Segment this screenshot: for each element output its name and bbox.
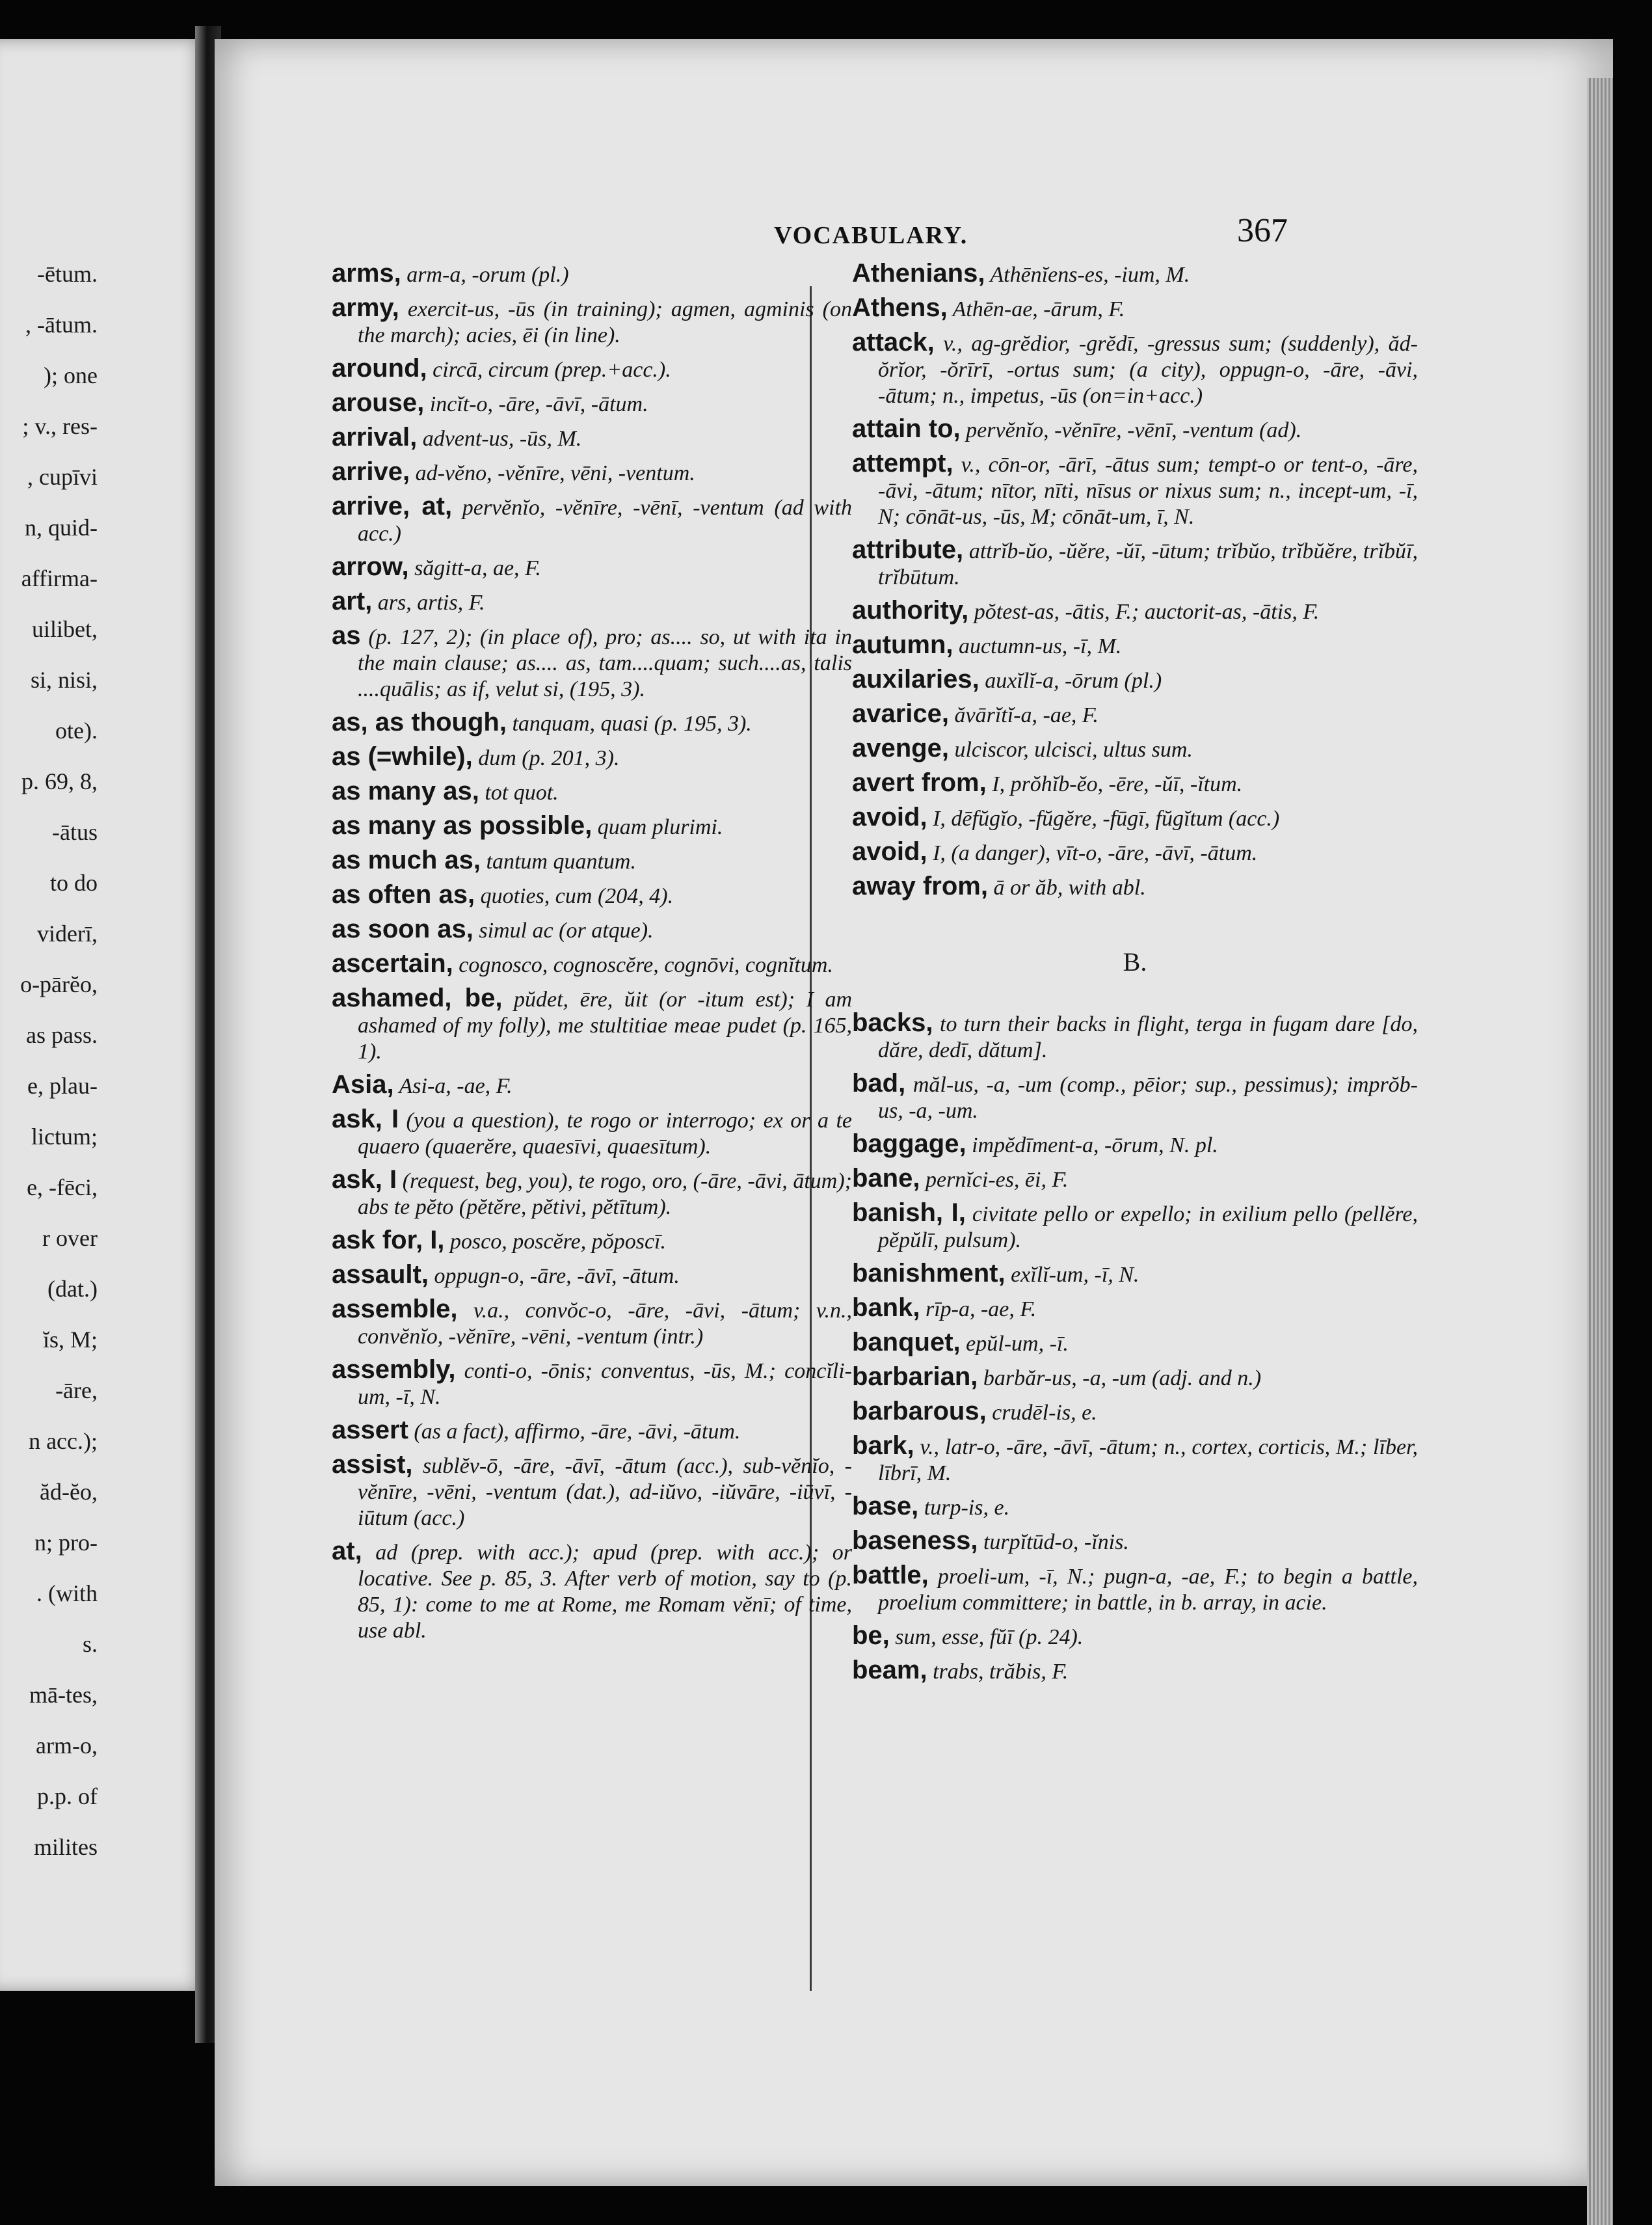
definition: posco, poscĕre, pŏposcī.: [444, 1230, 666, 1254]
vocab-entry: [332, 778, 852, 806]
previous-page-text: uilibet,: [32, 616, 98, 642]
headword: banish, I,: [852, 1198, 966, 1227]
headword: barbarian,: [852, 1362, 978, 1391]
headword: arrow,: [332, 552, 409, 581]
definition: I, dēfŭgĭo, -fŭgĕre, -fūgī, fŭgĭtum (acc.): [927, 807, 1280, 831]
definition: epŭl-um, -ī.: [960, 1332, 1069, 1356]
previous-page-text: ; v., res-: [22, 413, 98, 439]
section-letter: B.: [1123, 947, 1147, 977]
previous-page-text: ĭs, M;: [42, 1327, 98, 1353]
definition: quoties, cum (204, 4).: [475, 884, 674, 908]
vocab-entry: [332, 554, 852, 582]
definition: arm-a, -orum (pl.): [401, 263, 569, 287]
definition: (you a question), te rogo or interrogo; ex or a te quaero (quaerĕre, quaesīvi, quaesītum).: [358, 1109, 852, 1159]
headword: bark,: [852, 1431, 914, 1460]
headword: ashamed, be,: [332, 984, 503, 1012]
headword: as many as possible,: [332, 811, 593, 840]
previous-page-text: si, nisi,: [30, 667, 98, 693]
page-edges: [1587, 78, 1613, 2225]
headword: baggage,: [852, 1129, 966, 1158]
headword: Athens,: [852, 293, 948, 322]
previous-page-text: e, plau-: [27, 1073, 98, 1099]
definition: tantum quantum.: [481, 850, 636, 874]
vocab-entry: [852, 873, 1418, 901]
previous-page-text: as pass.: [26, 1022, 98, 1048]
definition: sum, esse, fŭī (p. 24).: [889, 1625, 1084, 1649]
definition: v., cōn-or, -ārī, -ātus sum; tempt-o or tent-o, -āre, -āvi, -ātum; nītor, nīti, nīsus or nixus sum; n., incept-um, -ī, N; cōnāt-us, -ūs, M; cōnāt-um, ī, N.: [878, 453, 1418, 529]
headword: assembly,: [332, 1355, 456, 1384]
headword: avenge,: [852, 734, 949, 762]
headword: as often as,: [332, 880, 475, 909]
headword: ascertain,: [332, 949, 453, 978]
vocab-entry: [852, 1329, 1418, 1357]
headword: attribute,: [852, 535, 964, 564]
definition: turp-is, e.: [918, 1496, 1010, 1520]
definition: auctumn-us, -ī, M.: [953, 634, 1122, 658]
headword: arouse,: [332, 388, 425, 417]
definition: ad (prep. with acc.); apud (prep. with acc.); or locative. See p. 85, 3. After verb of motion, say to (p. 85, 1): come to me at Rome, me Romam vĕnī; of time, use abl.: [358, 1541, 852, 1643]
definition: auxĭlĭ-a, -ōrum (pl.): [979, 669, 1162, 693]
definition: incĭt-o, -āre, -āvī, -ātum.: [424, 392, 648, 416]
definition: ars, artis, F.: [372, 591, 485, 615]
definition: ulciscor, ulcisci, ultus sum.: [948, 738, 1193, 762]
headword: ask for, I,: [332, 1226, 445, 1254]
definition: pernĭci-es, ēi, F.: [920, 1168, 1069, 1192]
headword: assist,: [332, 1450, 413, 1479]
headword: be,: [852, 1621, 890, 1650]
definition: advent-us, -ūs, M.: [417, 427, 582, 451]
previous-page-text: n acc.);: [29, 1428, 98, 1454]
vocab-entry: [852, 537, 1418, 591]
vocab-entry: [332, 1261, 852, 1289]
definition: sublĕv-ō, -āre, -āvī, -ātum (acc.), sub-vĕnĭo, -vĕnīre, -vēni, -ventum (dat.), ad-iŭvo, -iŭvāre, -iūvī, -iūtum (acc.): [358, 1454, 852, 1530]
vocab-entry: [332, 424, 852, 452]
vocab-entry: [332, 1227, 852, 1255]
vocab-entry: [332, 1106, 852, 1160]
vocab-entry: [332, 951, 852, 978]
headword: battle,: [852, 1561, 929, 1589]
definition: Athēn-ae, -ārum, F.: [947, 297, 1125, 321]
definition: turpĭtūd-o, -ĭnis.: [978, 1530, 1129, 1554]
headword: away from,: [852, 872, 988, 900]
vocab-entry: [852, 1657, 1418, 1685]
headword: ask, I: [332, 1165, 397, 1194]
definition: barbăr-us, -a, -um (adj. and n.): [978, 1366, 1262, 1390]
previous-page-text: p. 69, 8,: [21, 768, 98, 794]
vocab-entry: [332, 493, 852, 547]
vocab-entry: [852, 1493, 1418, 1521]
headword: bane,: [852, 1164, 920, 1193]
vocab-entry: [852, 450, 1418, 530]
headword: authority,: [852, 596, 969, 625]
vocab-entry: [852, 632, 1418, 660]
previous-page-text: p.p. of: [37, 1783, 98, 1809]
previous-page-fragment: [0, 39, 208, 1991]
vocab-entry: [332, 390, 852, 418]
previous-page-text: milites: [34, 1834, 98, 1860]
headword: at,: [332, 1537, 362, 1565]
definition: exĭlĭ-um, -ī, N.: [1005, 1263, 1139, 1287]
right-column: [852, 260, 1418, 1692]
headword: bank,: [852, 1293, 920, 1322]
vocab-entry: [852, 666, 1418, 694]
headword: ask, I: [332, 1105, 399, 1133]
vocab-entry: [852, 1010, 1418, 1064]
headword: around,: [332, 354, 427, 383]
definition: tot quot.: [479, 781, 559, 805]
definition: simul ac (or atque).: [473, 919, 654, 943]
definition: Asi-a, -ae, F.: [393, 1074, 513, 1098]
definition: rīp-a, -ae, F.: [920, 1297, 1037, 1321]
headword: beam,: [852, 1656, 927, 1684]
vocab-entry: [332, 916, 852, 944]
vocab-entry: [332, 1356, 852, 1410]
vocab-entry: [332, 588, 852, 616]
vocab-entry: [852, 597, 1418, 625]
definition: (request, beg, you), te rogo, oro, (-āre, -āvi, ātum); abs te pĕto (pĕtĕre, pĕtivi, pĕtītum).: [358, 1169, 853, 1219]
definition: săgitt-a, ae, F.: [408, 556, 541, 580]
definition: pervĕnĭo, -vĕnīre, -vēnī, -ventum (ad with acc.): [358, 496, 852, 546]
definition: (p. 127, 2); (in place of), pro; as.... so, ut with ita in the main clause; as.... as, tam....quam; such....as, talis ....quālis; as if, velut si, (195, 3).: [358, 625, 852, 701]
vocab-entry: [852, 1562, 1418, 1616]
previous-page-text: arm-o,: [36, 1733, 98, 1759]
vocab-entry: [332, 623, 852, 703]
previous-page-text: ote).: [55, 718, 98, 744]
vocab-entry: [332, 295, 852, 349]
definition: conti-o, -ōnis; conventus, -ūs, M.; concĭli-um, -ī, N.: [358, 1359, 852, 1409]
vocab-entry: [852, 260, 1418, 288]
previous-page-text: to do: [49, 870, 98, 896]
headword: assemble,: [332, 1295, 458, 1323]
previous-page-text: mā-tes,: [29, 1682, 98, 1708]
definition: quam plurimi.: [592, 815, 723, 839]
headword: base,: [852, 1492, 919, 1520]
headword: arrival,: [332, 423, 418, 452]
headword: attempt,: [852, 449, 953, 478]
definition: dum (p. 201, 3).: [472, 746, 620, 770]
headword: assault,: [332, 1260, 429, 1289]
headword: attack,: [852, 328, 935, 357]
previous-page-text: r over: [42, 1225, 98, 1251]
vocab-entry: [332, 709, 852, 737]
vocab-entry: [852, 1398, 1418, 1426]
headword: avarice,: [852, 699, 950, 728]
vocab-entry: [852, 1364, 1418, 1392]
page-title: VOCABULARY.: [774, 222, 968, 249]
previous-page-text: o-pārĕo,: [20, 971, 98, 997]
definition: pŭdet, ēre, ŭit (or -itum est); I am ashamed of my folly), me stultitiae meae pudet (p. 165, 1).: [358, 988, 852, 1064]
definition: v., latr-o, -āre, -āvī, -ātum; n., cortex, corticis, M.; līber, lībrī, M.: [878, 1435, 1418, 1485]
page-number: 367: [1237, 212, 1288, 249]
definition: tanquam, quasi (p. 195, 3).: [506, 712, 752, 736]
vocab-entry: [852, 1623, 1418, 1651]
definition: ā or ăb, with abl.: [987, 876, 1146, 900]
headword: avoid,: [852, 837, 927, 866]
definition: circā, circum (prep.+acc.).: [427, 358, 671, 382]
vocab-entry: [332, 985, 852, 1065]
previous-page-text: viderī,: [37, 921, 98, 947]
headword: as many as,: [332, 777, 479, 805]
previous-page-text: , cupīvi: [27, 464, 98, 490]
definition: civitate pello or expello; in exilium pello (pellĕre, pĕpŭlī, pulsum).: [878, 1202, 1418, 1252]
definition: oppugn-o, -āre, -āvī, -ātum.: [428, 1264, 680, 1288]
previous-page-text: n, quid-: [25, 515, 98, 541]
headword: as (=while),: [332, 742, 473, 771]
vocab-entry: [332, 882, 852, 910]
vocab-entry: [852, 701, 1418, 729]
headword: avert from,: [852, 768, 987, 797]
definition: ăvārĭtĭ-a, -ae, F.: [949, 703, 1099, 727]
vocab-entry: [332, 1451, 852, 1531]
definition: proeli-um, -ī, N.; pugn-a, -ae, F.; to begin a battle, proelium committere; in battle, in b. array, in acie.: [878, 1565, 1418, 1615]
headword: banishment,: [852, 1259, 1006, 1288]
headword: backs,: [852, 1008, 933, 1037]
definition: trabs, trăbis, F.: [927, 1660, 1069, 1684]
definition: pŏtest-as, -ātis, F.; auctorit-as, -ātis, F.: [968, 600, 1320, 624]
previous-page-text: e, -fēci,: [27, 1174, 98, 1200]
vocab-entry: [852, 1070, 1418, 1124]
definition: I, (a danger), vīt-o, -āre, -āvī, -ātum.: [927, 841, 1258, 865]
vocab-entry: [332, 1296, 852, 1350]
vocab-entry: [332, 1166, 852, 1220]
left-column: [332, 260, 852, 1651]
previous-page-text: ăd-ĕo,: [40, 1479, 98, 1505]
vocab-entry: [852, 1260, 1418, 1288]
vocab-entry: [332, 813, 852, 841]
previous-page-text: -ētum.: [37, 261, 98, 287]
previous-page-text: lictum;: [31, 1124, 98, 1150]
headword: avoid,: [852, 803, 927, 831]
vocab-entry: [332, 355, 852, 383]
headword: arrive,: [332, 457, 410, 486]
vocab-entry: [332, 459, 852, 487]
headword: autumn,: [852, 630, 953, 659]
definition: v., ag-grĕdior, -grĕdī, -gressus sum; (suddenly), ăd-ŏrĭor, -ŏrīrī, -ortus sum; (a city), oppugn-o, -āre, -āvi, -ātum; n., impetus, -ūs (on=in+acc.): [878, 332, 1418, 408]
definition: (as a fact), affirmo, -āre, -āvi, -ātum.: [408, 1420, 741, 1444]
definition: Athēnĭens-es, -ium, M.: [985, 263, 1190, 287]
vocab-entry: [852, 1165, 1418, 1193]
previous-page-text: (dat.): [47, 1276, 98, 1302]
headword: army,: [332, 293, 399, 322]
vocab-entry: [852, 416, 1418, 444]
vocab-entry: [852, 329, 1418, 409]
vocab-entry: [852, 1200, 1418, 1254]
headword: arms,: [332, 259, 401, 288]
headword: bad,: [852, 1069, 906, 1098]
definition: attrĭb-ŭo, -ŭĕre, -ŭī, -ūtum; trĭbŭo, trĭbŭĕre, trĭbŭī, trĭbūtum.: [878, 539, 1418, 589]
definition: măl-us, -a, -um (comp., pēior; sup., pessimus); imprŏb-us, -a, -um.: [878, 1073, 1418, 1123]
vocab-entry: [332, 1072, 852, 1099]
vocab-entry: [852, 1295, 1418, 1323]
previous-page-text: affirma-: [21, 565, 98, 591]
previous-page-text: -ātus: [52, 819, 98, 845]
headword: arrive, at,: [332, 492, 453, 520]
vocab-entry: [332, 1538, 852, 1644]
definition: exercit-us, -ūs (in training); agmen, agminis (on the march); acies, ēi (in line).: [358, 297, 852, 347]
previous-page-text: . (with: [36, 1580, 98, 1606]
headword: baseness,: [852, 1526, 978, 1555]
headword: Asia,: [332, 1070, 394, 1099]
headword: barbarous,: [852, 1397, 987, 1425]
vocab-entry: [852, 804, 1418, 832]
vocab-entry: [332, 260, 852, 288]
previous-page-text: n; pro-: [34, 1530, 98, 1556]
headword: as, as though,: [332, 708, 507, 736]
vocab-entry: [852, 1528, 1418, 1556]
vocab-entry: [852, 1131, 1418, 1159]
vocab-entry: [852, 295, 1418, 323]
definition: ad-vĕno, -vĕnīre, vēni, -ventum.: [410, 461, 695, 485]
previous-page-text: , -ātum.: [25, 312, 98, 338]
vocab-entry: [332, 847, 852, 875]
headword: as soon as,: [332, 915, 473, 943]
definition: I, prŏhĭb-ĕo, -ēre, -ŭī, -ĭtum.: [986, 772, 1243, 796]
definition: v.a., convŏc-o, -āre, -āvi, -ātum; v.n., convĕnĭo, -vĕnīre, -vēni, -ventum (intr.): [358, 1299, 852, 1349]
definition: crudēl-is, e.: [986, 1401, 1097, 1425]
headword: art,: [332, 587, 373, 615]
definition: to turn their backs in flight, terga in fugam dare [do, dăre, dedī, dătum].: [878, 1012, 1418, 1062]
headword: auxilaries,: [852, 665, 979, 694]
previous-page-text: -āre,: [55, 1377, 98, 1403]
vocab-entry: [852, 839, 1418, 867]
definition: impĕdīment-a, -ōrum, N. pl.: [966, 1133, 1218, 1157]
definition: pervĕnĭo, -vĕnīre, -vēnī, -ventum (ad).: [960, 418, 1302, 442]
vocab-entry: [852, 735, 1418, 763]
vocab-entry: [332, 744, 852, 772]
headword: assert: [332, 1416, 408, 1444]
definition: cognosco, cognoscĕre, cognōvi, cognĭtum.: [453, 953, 833, 977]
previous-page-text: ); one: [44, 362, 98, 388]
vocab-entry: [332, 1417, 852, 1445]
headword: attain to,: [852, 414, 961, 443]
headword: Athenians,: [852, 259, 985, 288]
vocab-entry: [852, 770, 1418, 798]
vocab-entry: [852, 1433, 1418, 1487]
running-head: [553, 176, 1288, 249]
headword: as much as,: [332, 846, 481, 874]
previous-page-text: s.: [82, 1631, 98, 1657]
headword: banquet,: [852, 1328, 961, 1356]
headword: as: [332, 621, 361, 650]
